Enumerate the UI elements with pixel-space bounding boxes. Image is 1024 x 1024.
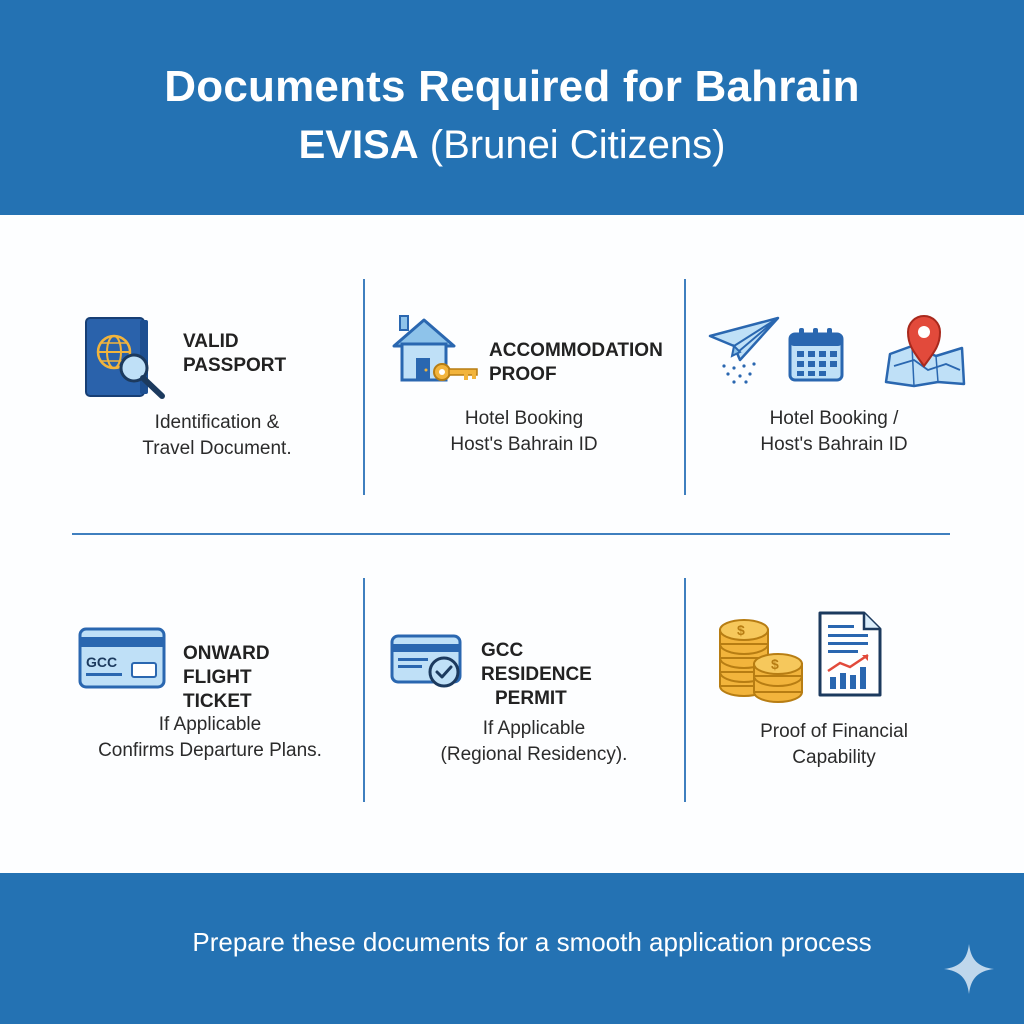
gcc-card-icon [78,627,166,689]
divider-vertical [684,279,686,495]
divider-vertical [363,279,365,495]
item-description: If Applicable (Regional Residency). [440,718,628,765]
footer-message: Prepare these documents for a smooth application process [192,927,872,957]
item-label: ONWARD FLIGHT TICKET [183,643,270,712]
item-description: Identification & Travel Document. [142,412,292,459]
item-description: If Applicable Confirms Departure Plans. [98,714,322,761]
divider-horizontal [72,533,950,535]
header-banner [0,0,1024,215]
title-citizenship: (Brunei Citizens) [429,123,726,167]
page-title-line2 [0,123,1024,168]
item-description: Hotel Booking / Host's Bahrain ID [760,408,908,455]
footer-banner [0,873,1024,1024]
coins-icon [716,612,808,706]
card-text: GCC [86,654,118,670]
sparkle-icon [942,942,996,996]
financial-report-icon [818,611,884,697]
map-pin-icon [884,310,968,388]
residence-card-icon [390,634,466,690]
svg-text:$: $ [737,622,745,638]
item-label: ACCOMMODATION PROOF [489,340,663,385]
item-description: Hotel Booking Host's Bahrain ID [450,408,598,455]
item-label: VALID PASSPORT [183,331,287,376]
divider-vertical [363,578,365,802]
svg-text:$: $ [771,656,779,672]
passport-icon [82,312,174,404]
paper-plane-icon [708,316,780,386]
title-evisa: EVISA [298,123,419,167]
divider-vertical [684,578,686,802]
item-description: Proof of Financial Capability [760,721,908,768]
page-title-line1: Documents Required for Bahrain [164,62,860,111]
house-key-icon [390,314,482,388]
calendar-icon [787,326,845,384]
item-label: GCC RESIDENCE PERMIT [481,640,592,709]
